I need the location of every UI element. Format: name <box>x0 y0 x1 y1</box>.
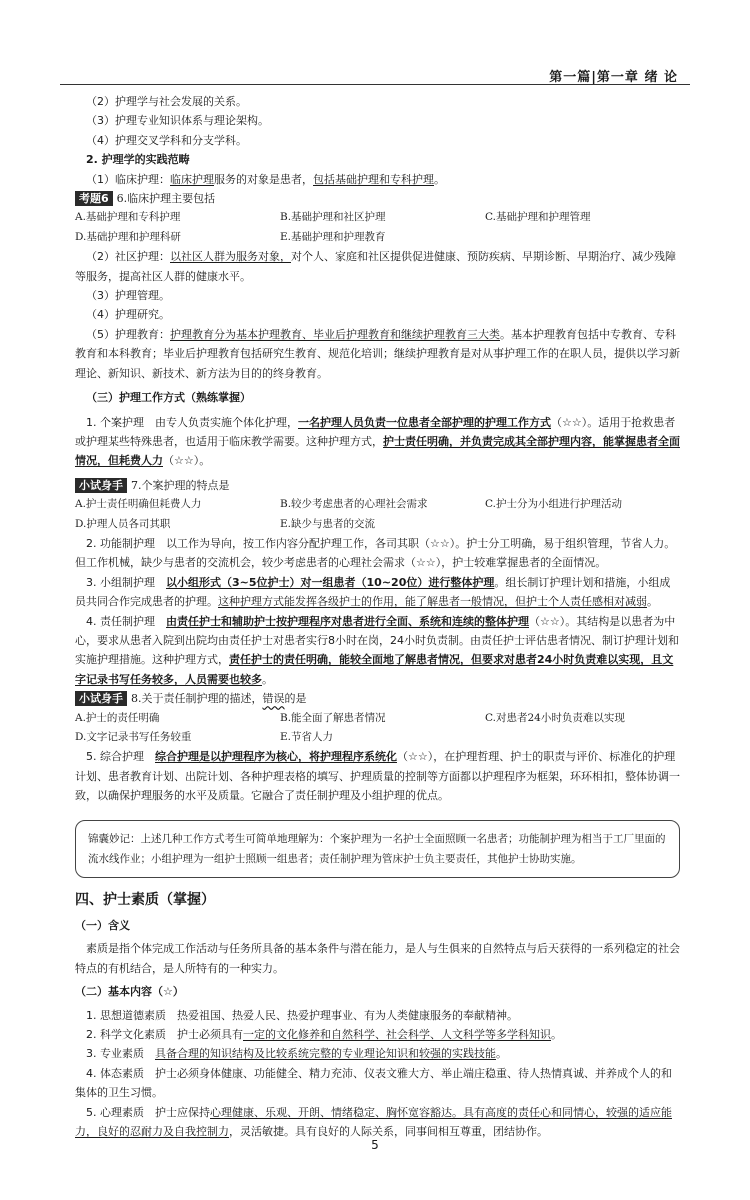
text-run: 。组长制订护理计划和措施，小组成员共同合作完成患者的护理。 <box>75 575 671 609</box>
underlined-text: 包括基础护理和专科护理 <box>313 172 434 186</box>
underlined-text: 由责任护士和辅助护士按护理程序对患者进行全面、系统和连续的整体护理 <box>166 614 529 628</box>
text-run: 2. 科学文化素质 护士必须具有 <box>86 1028 243 1042</box>
list-item: （3）护理管理。 <box>86 289 170 303</box>
text-run: 。 <box>434 172 445 186</box>
question-8-stem <box>75 689 680 708</box>
option-c: C.基础护理和护理管理 <box>485 211 591 224</box>
text-run: 。 <box>496 1047 507 1061</box>
work-methods-heading: （三）护理工作方式（熟练掌握） <box>86 391 251 405</box>
underlined-text: 临床护理 <box>170 172 214 186</box>
option-b: B.基础护理和社区护理 <box>280 211 386 224</box>
memory-tip-box: 锦囊妙记：上述几种工作方式考生可简单地理解为：个案护理为一名护士全面照顾一名患者；功能制护理为相当于工厂里面的流水线作业；小组护理为一组护士照顾一组患者；责任制护理为管床护士负主要责任，其他护士协助实施。 <box>75 820 680 878</box>
option-e: E.缺少与患者的交流 <box>280 517 376 530</box>
question-8-options <box>75 709 680 748</box>
text-run: （5）护理教育： <box>86 327 170 341</box>
functional-nursing-para: 2. 功能制护理 以工作为导向，按工作内容分配护理工作，各司其职（☆☆）。护士分工明确，易于组织管理，节省人力。但工作机械，缺少与患者的交流机会，较少考虑患者的心理社会需求（☆☆），护士较难掌握患者的全面情况。 <box>75 536 676 570</box>
clinical-nursing-para <box>75 170 680 189</box>
community-nursing-para <box>75 247 680 286</box>
text-run: （☆☆）。其结构是以患者为中心，要求从患者入院到出院均由责任护士对患者实行8小时在岗，24小时负责制。由责任护士评估患者情况、制订护理计划和实施护理措施。这种护理方式， <box>75 614 679 667</box>
case-nursing-para <box>75 413 680 471</box>
option-c: C.护士分为小组进行护理活动 <box>485 498 622 511</box>
text-run: 对个人、家庭和社区提供促进健康、预防疾病、早期诊断、早期治疗、减少残障等服务，提高社区人群的健康水平。 <box>75 250 676 283</box>
question-6-options <box>75 208 680 247</box>
underlined-text: 护理教育分为基本护理教育、毕业后护理教育和继续护理教育三大类 <box>170 327 500 341</box>
option-a: A.护士责任明确但耗费人力 <box>75 498 202 511</box>
nursing-education-para <box>75 325 680 383</box>
question-7-stem <box>75 476 680 495</box>
text-run: （2）社区护理： <box>86 250 170 264</box>
header-rule <box>60 84 690 85</box>
exam-badge: 考题6 <box>75 191 113 206</box>
option-e: E.节省人力 <box>280 731 334 743</box>
underlined-text: 责任护士的责任明确，能较全面地了解患者情况，但要求对患者24小时负责难以实现，且文字记录书写任务较多，人员需要也较多 <box>75 653 674 686</box>
option-b: B.较少考虑患者的心理社会需求 <box>280 498 428 511</box>
underlined-text: 护士责任明确，并负责完成其全部护理内容，能掌握患者全面情况，但耗费人力 <box>75 434 680 468</box>
list-item: （3）护理专业知识体系与理论架构。 <box>86 114 269 128</box>
moral-quality-para: 1. 思想道德素质 热爱祖国、热爱人民、热爱护理事业、有为人类健康服务的奉献精神。 <box>86 1008 518 1022</box>
section-heading: 四、护士素质（掌握） <box>75 891 215 908</box>
text-run: 1. 个案护理 由专人负责实施个体化护理， <box>86 415 298 429</box>
underlined-text: 心理健康、乐观、开朗、情绪稳定、胸怀宽容豁达。具有高度的责任心和同情心，较强的适应能力，良好的忍耐力及自我控制力 <box>75 1105 672 1139</box>
question-text: 6.临床护理主要包括 <box>116 192 216 206</box>
option-b: B.能全面了解患者情况 <box>280 711 386 724</box>
underlined-text: 以社区人群为服务对象， <box>170 250 291 264</box>
professional-quality-para <box>75 1044 680 1063</box>
text-run: 。 <box>262 672 273 686</box>
option-e: E.基础护理和护理教育 <box>280 230 386 243</box>
practice-badge: 小试身手 <box>75 478 127 493</box>
team-nursing-para <box>75 573 680 612</box>
emphasis-text: 错误 <box>262 692 285 706</box>
comprehensive-nursing-para <box>75 747 680 805</box>
option-d: D.文字记录书写任务较重 <box>75 731 192 743</box>
list-item: （2）护理学与社会发展的关系。 <box>86 95 247 108</box>
option-d: D.基础护理和护理科研 <box>75 230 181 243</box>
list-item: （4）护理交叉学科和分支学科。 <box>86 133 247 147</box>
text-run: 3. 专业素质 <box>86 1047 155 1061</box>
text-run: 3. 小组制护理 <box>86 575 166 589</box>
text-run: （☆☆），在护理哲理、护士的职责与评价、标准化的护理计划、患者教育计划、出院计划、各种护理表格的填写、护理质量的控制等方面都以护理程序为框架，环环相扣，整体协调一致，以确保护理服务的水平及质量。它融合了责任制护理及小组护理的优点。 <box>75 750 680 803</box>
option-a: A.护士的责任明确 <box>75 711 160 724</box>
text-run: 5. 综合护理 <box>86 750 155 764</box>
text-run: ，灵活敏捷。具有良好的人际关系，同事间相互尊重，团结协作。 <box>229 1125 548 1139</box>
subsection-heading: （一）含义 <box>75 919 130 933</box>
page-number: 5 <box>371 1138 379 1152</box>
practice-badge: 小试身手 <box>75 691 127 706</box>
culture-quality-para <box>75 1025 680 1044</box>
question-text: 的是 <box>284 692 307 706</box>
subsection-heading: （二）基本内容（☆） <box>75 985 184 999</box>
text-run: （☆☆）。 <box>163 454 211 468</box>
underlined-text: 这种护理方式能发挥各级护士的作用，能了解患者一般情况，但护士个人责任感相对减弱 <box>218 595 647 609</box>
underlined-text: 一名护理人员负责一位患者全部护理的护理工作方式 <box>298 415 551 429</box>
practice-scope-heading: 2. 护理学的实践范畴 <box>86 153 190 167</box>
text-run: 4. 责任制护理 <box>86 614 166 628</box>
option-a: A.基础护理和专科护理 <box>75 211 181 224</box>
question-text: 8.关于责任制护理的描述， <box>131 692 263 706</box>
underlined-text: 综合护理是以护理程序为核心，将护理程序系统化 <box>155 750 397 764</box>
meaning-para: 素质是指个体完成工作活动与任务所具备的基本条件与潜在能力，是人与生俱来的自然特点与后天获得的一系列稳定的社会特点的有机结合，是人所特有的一种实力。 <box>75 942 680 975</box>
physical-quality-para: 4. 体态素质 护士必须身体健康、功能健全、精力充沛、仪表文雅大方、举止端庄稳重、待人热情真诚、并养成个人的和集体的卫生习惯。 <box>75 1066 672 1100</box>
text-run: 。基本护理教育包括中专教育、专科教育和本科教育；毕业后护理教育包括研究生教育、规范化培训；继续护理教育是对从事护理工作的在职人员，提供以学习新理论、新知识、新技术、新方法为目的的终身教育。 <box>75 327 680 380</box>
underlined-text: 以小组形式（3~5位护士）对一组患者（10~20位）进行整体护理 <box>166 575 495 589</box>
option-d: D.护理人员各司其职 <box>75 517 171 530</box>
question-7-options <box>75 495 680 534</box>
option-c: C.对患者24小时负责难以实现 <box>485 711 625 724</box>
psychological-quality-para <box>75 1103 680 1142</box>
list-item: （4）护理研究。 <box>86 308 170 322</box>
text-run: 。 <box>551 1028 562 1042</box>
text-run: 。 <box>647 595 658 609</box>
page-body <box>75 92 680 1142</box>
text-run: 5. 心理素质 护士应保持 <box>86 1105 210 1119</box>
question-6-stem <box>75 189 680 208</box>
underlined-text: 一定的文化修养和自然科学、社会科学、人文科学等多学科知识 <box>243 1028 551 1042</box>
text-run: 服务的对象是患者， <box>214 172 313 186</box>
question-text: 7.个案护理的特点是 <box>131 478 230 492</box>
text-run: （1）临床护理： <box>86 172 170 186</box>
primary-nursing-para <box>75 612 680 690</box>
underlined-text: 具备合理的知识结构及比较系统完整的专业理论知识和较强的实践技能 <box>155 1047 496 1061</box>
running-header: 第一篇|第一章 绪 论 <box>549 70 678 85</box>
text-run: （☆☆）。适用于抢救患者或护理某些特殊患者，也适用于临床教学需要。这种护理方式， <box>75 415 676 448</box>
